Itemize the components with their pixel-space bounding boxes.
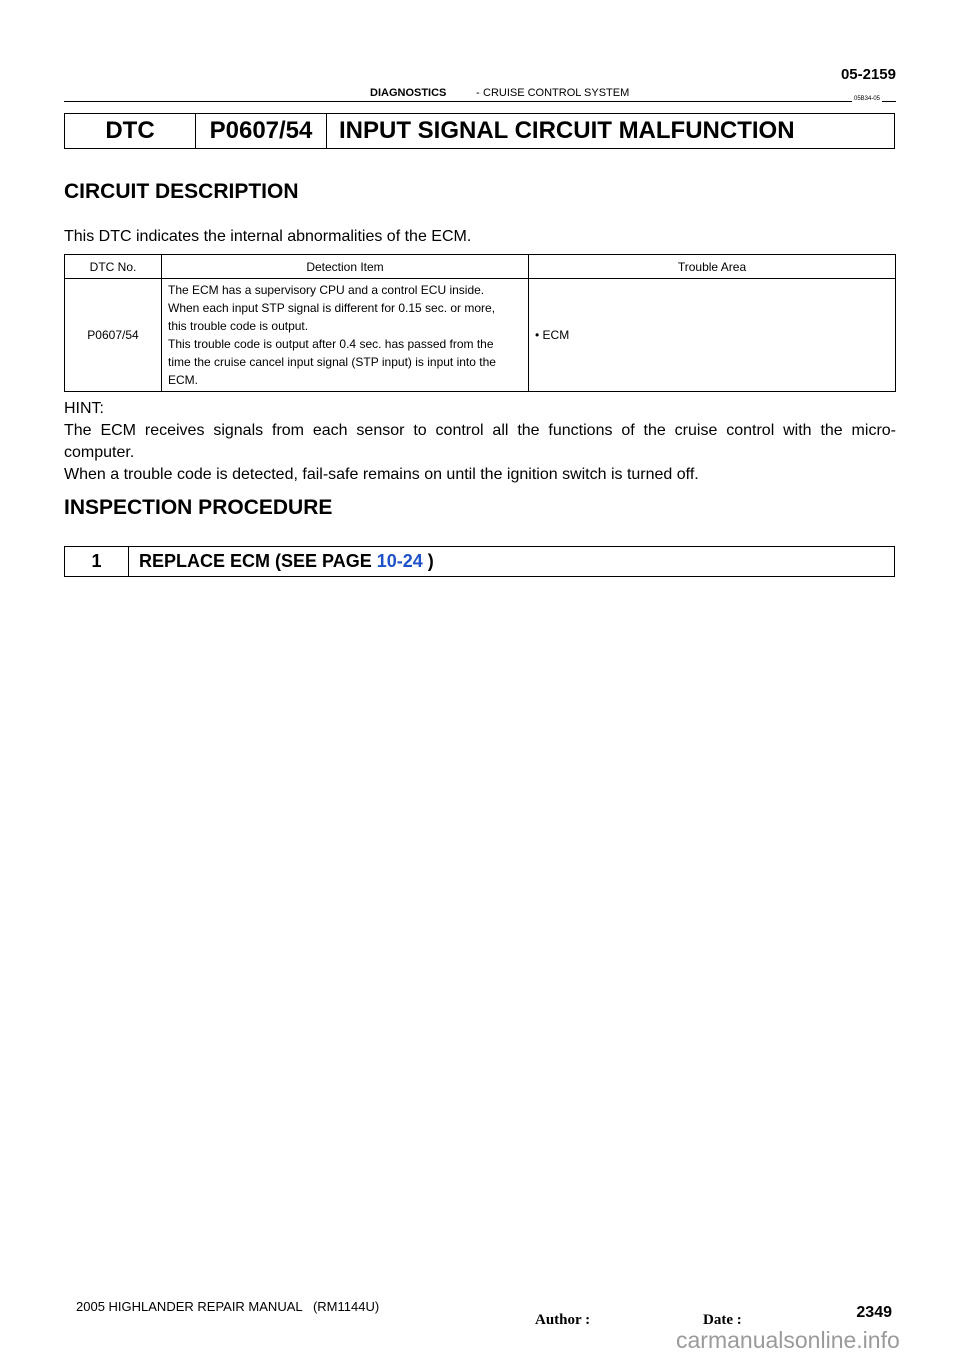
footer-manual-title: 2005 HIGHLANDER REPAIR MANUAL (RM1144U) <box>76 1299 380 1314</box>
header-dtc-no: DTC No. <box>65 255 162 279</box>
inspection-step-box <box>64 546 895 577</box>
header-separator: - <box>476 87 480 99</box>
cell-detection-item <box>162 279 529 392</box>
circuit-description-intro: This DTC indicates the internal abnormalities of the ECM. <box>64 228 472 245</box>
step-text: REPLACE ECM (SEE PAGE <box>139 551 377 571</box>
header-detection-item: Detection Item <box>162 255 529 279</box>
header-rule <box>64 101 896 102</box>
detection-line: this trouble code is output. <box>168 319 309 333</box>
hint-text-line: computer. <box>64 444 135 461</box>
hint-block <box>64 398 896 486</box>
page-reference-link[interactable]: 10-24 <box>376 551 423 571</box>
header-system: CRUISE CONTROL SYSTEM <box>483 87 630 99</box>
header-section: DIAGNOSTICS <box>370 87 447 99</box>
dtc-code: P0607/54 <box>196 114 327 148</box>
dtc-label: DTC <box>65 114 196 148</box>
hint-text-line: The ECM receives signals from each sensor to control all the functions of the cruise control with the micro- <box>64 422 896 439</box>
header-trouble-area: Trouble Area <box>529 255 896 279</box>
document-code: 05B34-05 <box>854 96 881 102</box>
cell-trouble-area: • ECM <box>529 279 896 392</box>
table-row <box>65 279 896 392</box>
watermark: carmanualsonline.info <box>676 1327 900 1353</box>
hint-text-line: When a trouble code is detected, fail-safe remains on until the ignition switch is turned off. <box>64 466 699 483</box>
table-header-row <box>65 255 896 279</box>
step-number: 1 <box>65 547 129 576</box>
dtc-title: INPUT SIGNAL CIRCUIT MALFUNCTION <box>339 117 795 144</box>
inspection-procedure-heading: INSPECTION PROCEDURE <box>64 496 333 519</box>
step-title <box>129 547 434 576</box>
step-text-close: ) <box>422 551 434 571</box>
detection-line: This trouble code is output after 0.4 sec. has passed from the <box>168 337 494 351</box>
cell-dtc-code: P0607/54 <box>65 279 162 392</box>
detection-line: The ECM has a supervisory CPU and a control ECU inside. <box>168 283 485 297</box>
hint-label: HINT: <box>64 400 104 417</box>
circuit-description-heading: CIRCUIT DESCRIPTION <box>64 180 299 203</box>
dtc-title-box <box>64 113 895 149</box>
detection-line: When each input STP signal is different for 0.15 sec. or more, <box>168 301 496 315</box>
detection-line: ECM. <box>168 373 198 387</box>
footer-author-label: Author : <box>535 1312 591 1328</box>
footer-date-label: Date : <box>703 1312 742 1328</box>
detection-line: time the cruise cancel input signal (STP input) is input into the <box>168 355 496 369</box>
dtc-table <box>64 254 896 392</box>
page-number: 05-2159 <box>840 66 896 83</box>
footer-page-number: 2349 <box>856 1304 892 1321</box>
